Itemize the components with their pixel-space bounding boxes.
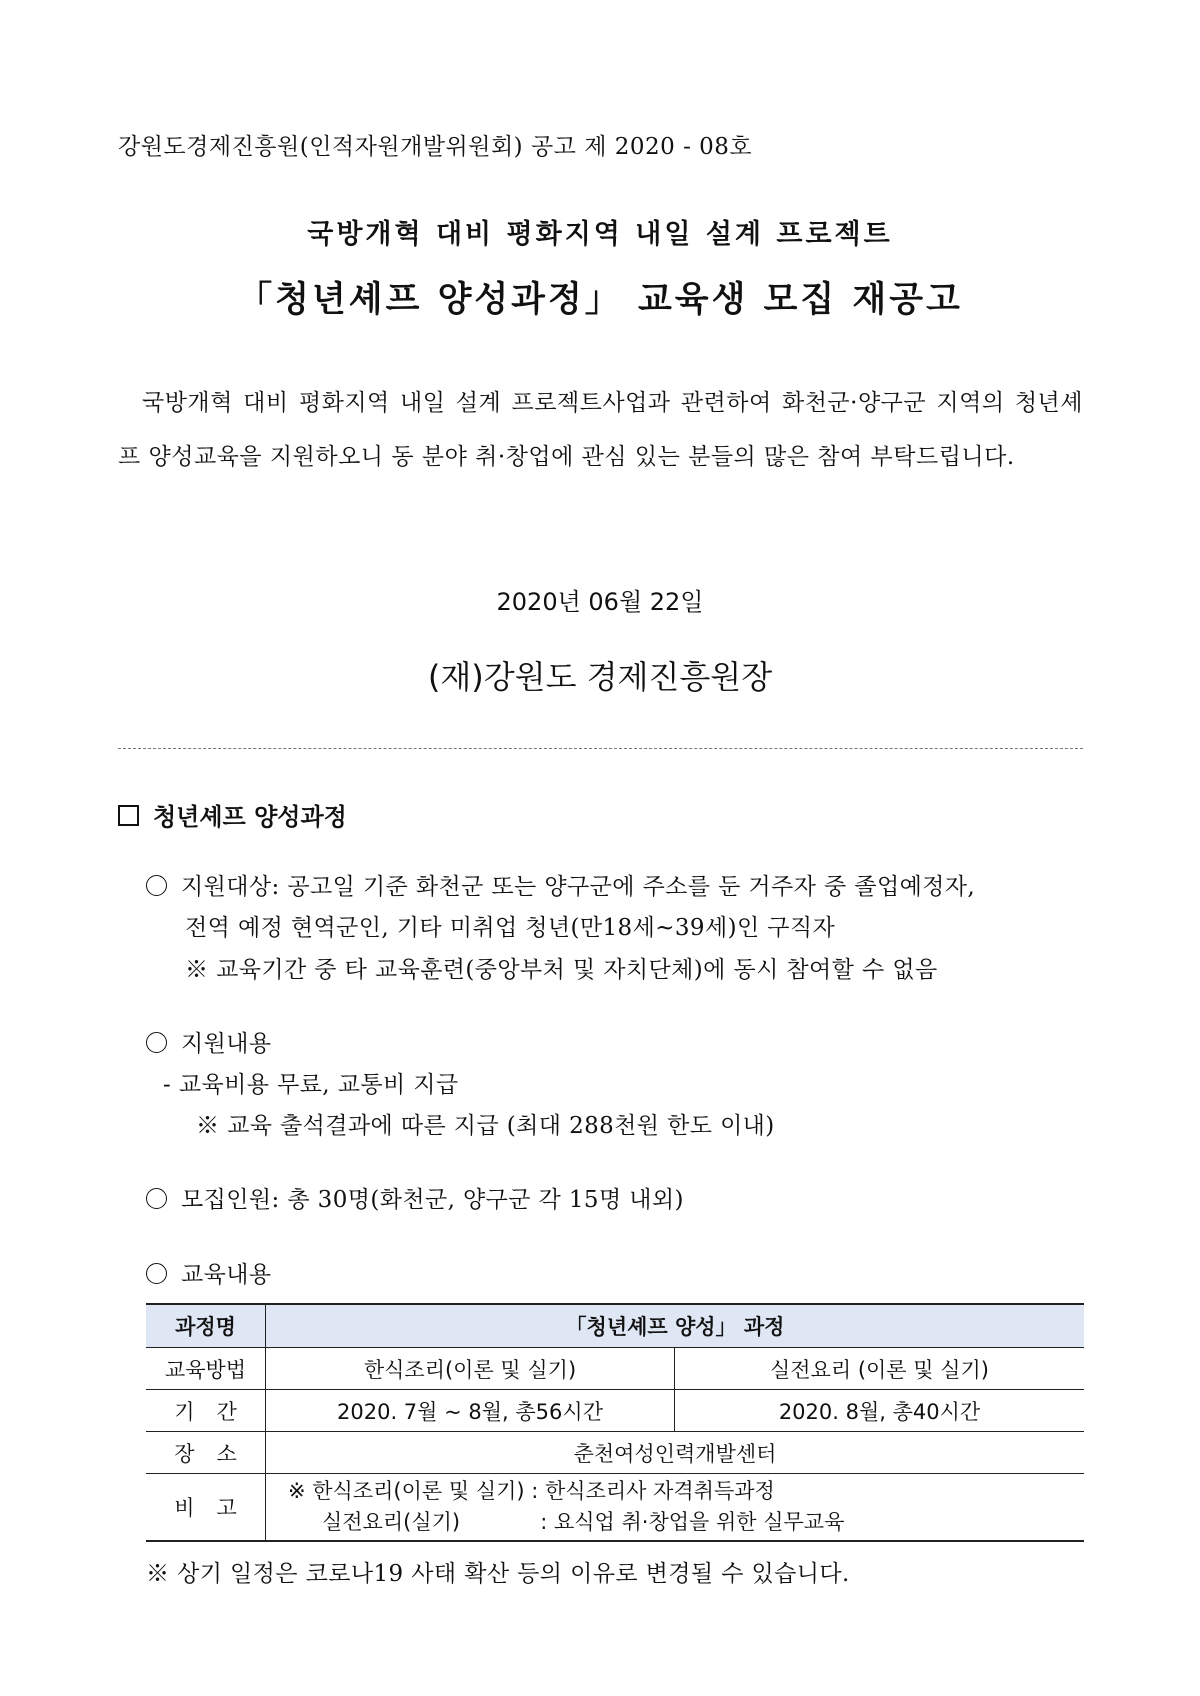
circle-bullet-icon: [146, 1263, 167, 1284]
table-row: [146, 1348, 1084, 1390]
cell-period-a: 2020. 7월 ~ 8월, 총56시간: [266, 1390, 675, 1432]
cell-method-b: 실전요리 (이론 및 실기): [675, 1348, 1085, 1390]
support-item: - 교육비용 무료, 교통비 지급: [163, 1072, 459, 1098]
target-note: ※ 교육기간 중 타 교육훈련(중앙부처 및 자치단체)에 동시 참여할 수 없음: [185, 957, 938, 983]
cell-period-b: 2020. 8월, 총40시간: [675, 1390, 1085, 1432]
note-line-1: ※ 한식조리(이론 및 실기) : 한식조리사 자격취득과정: [288, 1479, 775, 1503]
row-label-period: 기간: [146, 1390, 266, 1432]
intro-paragraph: 국방개혁 대비 평화지역 내일 설계 프로젝트사업과 관련하여 화천군·양구군 지역의 청년셰프 양성교육을 지원하오니 동 분야 취·창업에 관심 있는 분들의 많은 참여 부탁드립니다.: [118, 390, 1083, 470]
content-heading: 교육내용: [146, 1256, 271, 1289]
title-line-1: 국방개혁 대비 평화지역 내일 설계 프로젝트: [307, 219, 893, 250]
table-row: [146, 1432, 1084, 1474]
target-line-2: 전역 예정 현역군인, 기타 미취업 청년(만18세~39세)인 구직자: [185, 915, 836, 941]
issuer-name: (재)강원도 경제진흥원장: [427, 658, 773, 696]
section-title: 청년셰프 양성과정: [153, 803, 347, 831]
note-line-2: 실전요리(실기) : 요식업 취·창업을 위한 실무교육: [322, 1510, 845, 1534]
row-label-place: 장소: [146, 1432, 266, 1474]
circle-bullet-icon: [146, 875, 167, 896]
notice-number: 강원도경제진흥원(인적자원개발위원회) 공고 제 2020 - 08호: [118, 134, 753, 160]
row-label-method: 교육방법: [146, 1348, 266, 1390]
target-line-1: 지원대상: 공고일 기준 화천군 또는 양구군에 주소를 둔 거주자 중 졸업예정자,: [146, 868, 975, 901]
section-heading: [118, 797, 347, 832]
table-row: [146, 1474, 1084, 1542]
title-line-2: 「청년셰프 양성과정」 교육생 모집 재공고: [237, 280, 963, 320]
cell-place: 춘천여성인력개발센터: [266, 1432, 1085, 1474]
table-row: [146, 1390, 1084, 1432]
row-label-note: 비고: [146, 1474, 266, 1542]
support-heading: 지원내용: [146, 1025, 271, 1058]
footnote: ※ 상기 일정은 코로나19 사태 확산 등의 이유로 변경될 수 있습니다.: [146, 1561, 850, 1587]
cell-note: [266, 1474, 1085, 1542]
circle-bullet-icon: [146, 1032, 167, 1053]
square-bullet-icon: [118, 805, 139, 826]
dashed-divider: [118, 748, 1083, 749]
cell-method-a: 한식조리(이론 및 실기): [266, 1348, 675, 1390]
notice-date: 2020년 06월 22일: [496, 588, 704, 616]
header-cell-course: 과정명: [146, 1304, 266, 1348]
recruit-line: 모집인원: 총 30명(화천군, 양구군 각 15명 내외): [146, 1181, 684, 1214]
support-note: ※ 교육 출석결과에 따른 지급 (최대 288천원 한도 이내): [196, 1113, 775, 1139]
header-cell-course-value: 「청년셰프 양성」 과정: [266, 1304, 1085, 1348]
table-row: [146, 1304, 1084, 1348]
course-table: [146, 1303, 1084, 1542]
circle-bullet-icon: [146, 1188, 167, 1209]
